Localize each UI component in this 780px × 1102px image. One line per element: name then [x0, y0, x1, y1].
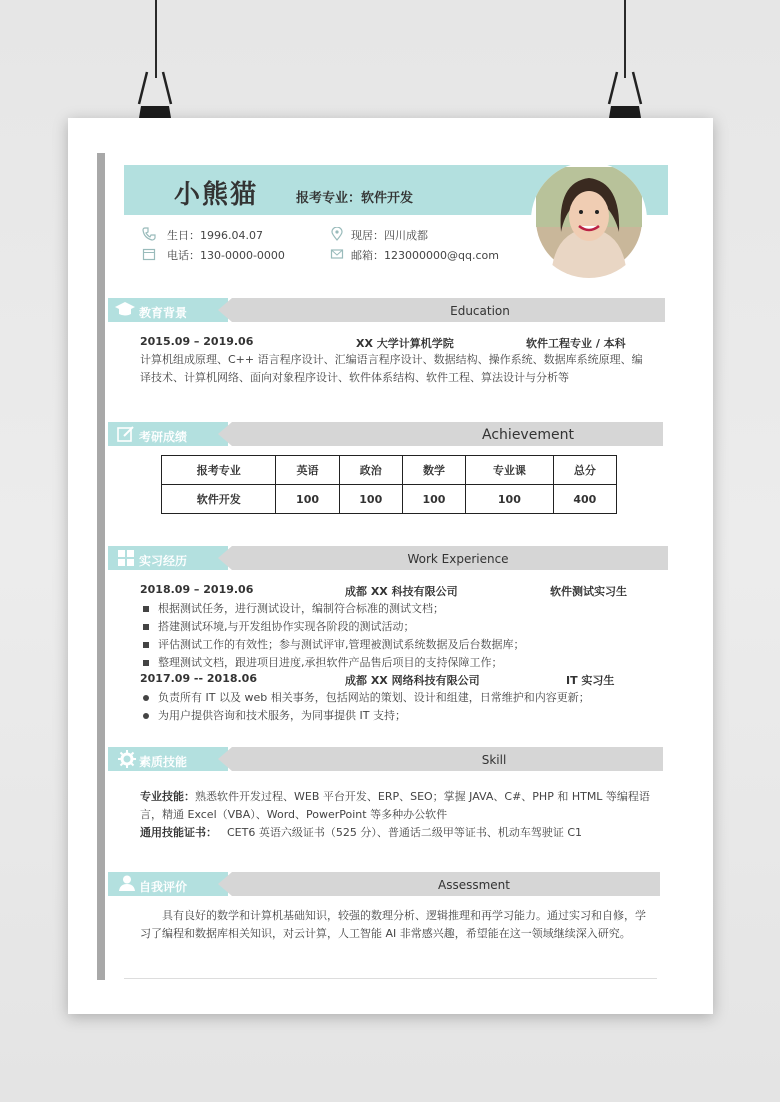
- hanging-wire-right: [624, 0, 626, 78]
- table-cell: 软件开发: [162, 485, 276, 514]
- job1-company: 成都 XX 科技有限公司: [345, 585, 458, 598]
- list-item-text: 为用户提供咨询和技术服务，为同事提供 IT 支持；: [158, 709, 406, 722]
- skill-professional-line2: 言，精通 Excel（VBA）、Word、PowerPoint 等多种办公软件: [140, 808, 448, 821]
- skill-certificates: [140, 824, 582, 842]
- job1-period: 2018.09 – 2019.06: [140, 583, 254, 596]
- list-item-text: 负责所有 IT 以及 web 相关事务，包括网站的策划、设计和组建，日常维护和内容更新；: [158, 691, 590, 704]
- table-cell: 400: [553, 485, 616, 514]
- list-item: [143, 654, 503, 670]
- list-item: [143, 618, 415, 634]
- list-item-text: 根据测试任务，进行测试设计，编制符合标准的测试文档；: [158, 602, 444, 615]
- education-school: XX 大学计算机学院: [356, 337, 454, 350]
- target-major: 报考专业：软件开发: [296, 191, 414, 206]
- hanging-wire-left: [155, 0, 157, 78]
- user-icon: [118, 874, 136, 892]
- skill-title-cn: 素质技能: [139, 755, 188, 769]
- table-cell: 政治: [339, 456, 402, 485]
- skill-professional-text: 熟悉软件开发过程、WEB 平台开发、ERP、SEO；掌握 JAVA、C#、PHP 和 HTML 等编程语: [195, 790, 650, 803]
- email-icon: [330, 247, 344, 261]
- work-title-en: Work Experience: [407, 552, 509, 566]
- score-table-row: [162, 485, 617, 514]
- skill-cert-text: CET6 英语六级证书（525 分）、普通话二级甲等证书、机动车驾驶证 C1: [227, 826, 583, 839]
- list-item: [143, 600, 444, 616]
- skill-professional: [140, 788, 650, 806]
- education-courses-line2: 译技术、计算机网络、面向对象程序设计、软件体系结构、软件工程、算法设计与分析等: [140, 371, 569, 384]
- skill-title-en: Skill: [481, 753, 507, 767]
- assessment-line2: 习了编程和数据库相关知识，对云计算，人工智能 AI 非常感兴趣，希望能在这一领域继续深入研究。: [140, 927, 631, 940]
- table-cell: 总分: [553, 456, 616, 485]
- email: 邮箱：123000000@qq.com: [351, 249, 499, 262]
- score-table: [161, 455, 617, 514]
- side-bar: [97, 153, 105, 980]
- job2-period: 2017.09 -- 2018.06: [140, 672, 257, 685]
- assessment-title-cn: 自我评价: [139, 880, 188, 894]
- education-courses-line1: 计算机组成原理、C++ 语言程序设计、汇编语言程序设计、数据结构、操作系统、数据库系统原理、编: [140, 353, 643, 366]
- phone-number: 电话：130-0000-0000: [167, 249, 285, 262]
- residence: 现居：四川成都: [351, 229, 428, 242]
- table-cell: 100: [276, 485, 339, 514]
- candidate-name: 小熊猫: [174, 180, 259, 210]
- table-cell: 100: [339, 485, 402, 514]
- calendar-icon: [142, 247, 156, 261]
- education-period: 2015.09 – 2019.06: [140, 335, 254, 348]
- table-cell: 专业课: [466, 456, 554, 485]
- education-title-cn: 教育背景: [139, 306, 188, 320]
- list-item: [143, 689, 590, 705]
- table-cell: 报考专业: [162, 456, 276, 485]
- list-item-text: 搭建测试环境,与开发组协作实现各阶段的测试活动；: [158, 620, 415, 633]
- job2-role: IT 实习生: [566, 674, 615, 687]
- birth-date: 生日：1996.04.07: [167, 229, 263, 242]
- list-item-text: 评估测试工作的有效性；参与测试评审,管理被测试系统数据及后台数据库；: [158, 638, 525, 651]
- table-cell: 英语: [276, 456, 339, 485]
- skill-professional-label: 专业技能：: [140, 790, 195, 803]
- achievement-title-cn: 考研成绩: [139, 430, 188, 444]
- profile-photo: [531, 162, 647, 278]
- education-title-en: Education: [450, 304, 510, 318]
- job2-company: 成都 XX 网络科技有限公司: [345, 674, 480, 687]
- job1-role: 软件测试实习生: [550, 585, 627, 598]
- windows-icon: [117, 549, 135, 567]
- table-cell: 100: [466, 485, 554, 514]
- skill-cert-label: 通用技能证书：: [140, 826, 217, 839]
- table-cell: 数学: [402, 456, 465, 485]
- list-item-text: 整理测试文档，跟进项目进度,承担软件产品售后项目的支持保障工作；: [158, 656, 503, 669]
- list-item: [143, 636, 525, 652]
- assessment-title-en: Assessment: [438, 878, 510, 892]
- list-item: [143, 707, 406, 723]
- score-table-header-row: [162, 456, 617, 485]
- table-cell: 100: [402, 485, 465, 514]
- edit-icon: [117, 425, 135, 443]
- achievement-title-en: Achievement: [482, 427, 574, 443]
- work-title-cn: 实习经历: [139, 554, 188, 568]
- education-degree: 软件工程专业 / 本科: [526, 337, 626, 350]
- phone-icon: [142, 227, 156, 241]
- footer-divider: [124, 978, 657, 979]
- graduation-cap-icon: [114, 301, 136, 319]
- location-pin-icon: [330, 227, 344, 241]
- gear-icon: [118, 750, 136, 768]
- assessment-line1: 具有良好的数学和计算机基础知识，较强的数理分析、逻辑推理和再学习能力。通过实习和自修，学: [162, 909, 646, 922]
